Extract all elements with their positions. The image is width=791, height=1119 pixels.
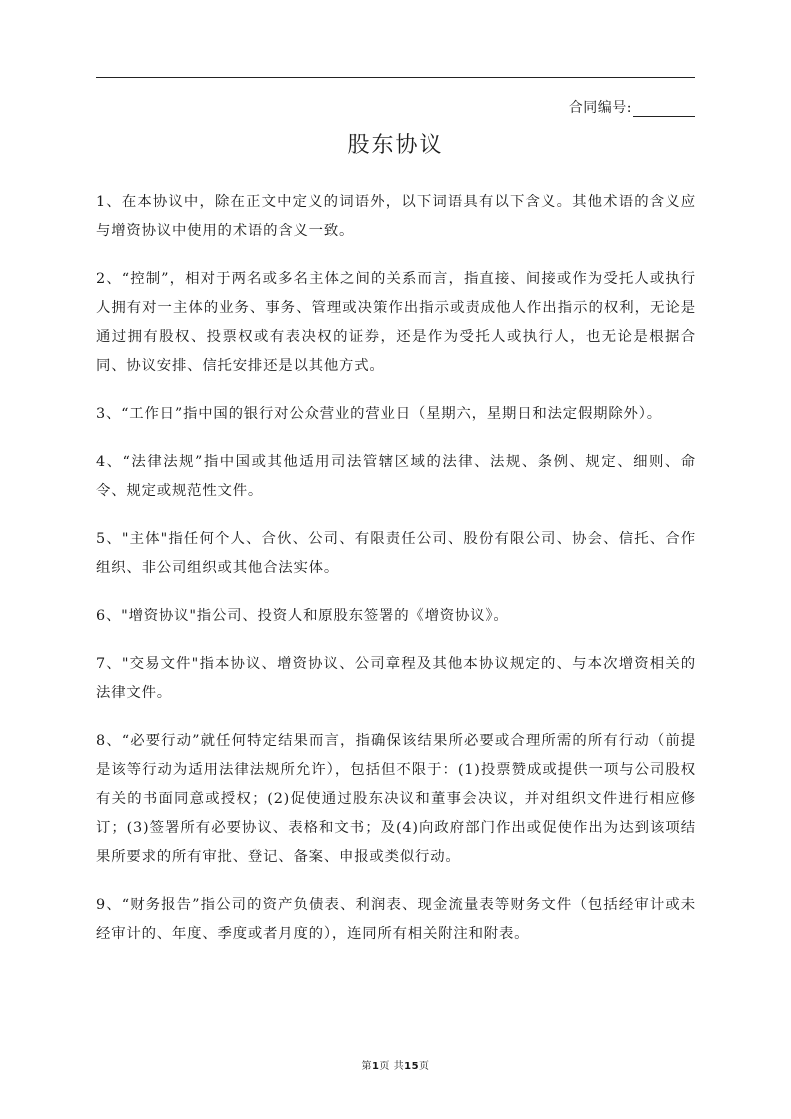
clause-8: 8、“必要行动”就任何特定结果而言，指确保该结果所必要或合理所需的所有行动（前提是该等行动为适用法律法规所允许），包括但不限于：(1)投票赞成或提供一项与公司股权有关的书面同意或授权；(2)促使通过股东决议和董事会决议，并对组织文件进行相应修订；(3)签署所有必要协议、表格和文书；及(4)向政府部门作出或促使作出为达到该项结果所要求的所有审批、登记、备案、申报或类似行动。 — [96, 733, 696, 865]
header-rule — [96, 77, 695, 78]
clause-4: 4、“法律法规”指中国或其他适用司法管辖区域的法律、法规、条例、规定、细则、命令、规定或规范性文件。 — [96, 454, 696, 499]
page-suffix: 页 — [419, 1061, 430, 1072]
clause-2: 2、“控制”，相对于两名或多名主体之间的关系而言，指直接、间接或作为受托人或执行人拥有对一主体的业务、事务、管理或决策作出指示或责成他人作出指示的权利，无论是通过拥有股权、投票权或有表决权的证券，还是作为受托人或执行人，也无论是根据合同、协议安排、信托安排还是以其他方式。 — [96, 271, 696, 374]
page-footer — [0, 1057, 791, 1072]
clause-3: 3、“工作日”指中国的银行对公众营业的营业日（星期六，星期日和法定假期除外）。 — [96, 406, 662, 422]
contract-number-label: 合同编号: — [568, 100, 632, 116]
contract-number — [569, 97, 695, 117]
page-prefix: 第 — [361, 1061, 372, 1072]
contract-number-blank — [633, 102, 695, 117]
clause-1: 1、在本协议中，除在正文中定义的词语外，以下词语具有以下含义。其他术语的含义应与增资协议中使用的术语的含义一致。 — [96, 194, 696, 239]
document-body — [96, 188, 696, 968]
clause-6: 6、"增资协议"指公司、投资人和原股东签署的《增资协议》。 — [96, 608, 509, 624]
page-total: 15 — [404, 1061, 420, 1072]
clause-5: 5、"主体"指任何个人、合伙、公司、有限责任公司、股份有限公司、协会、信托、合作组织、非公司组织或其他合法实体。 — [96, 531, 696, 576]
clause-7: 7、"交易文件"指本协议、增资协议、公司章程及其他本协议规定的、与本次增资相关的法律文件。 — [96, 656, 696, 701]
page-current: 1 — [371, 1061, 380, 1072]
page-mid: 页 共 — [379, 1061, 405, 1072]
clause-9: 9、“财务报告”指公司的资产负债表、利润表、现金流量表等财务文件（包括经审计或未经审计的、年度、季度或者月度的），连同所有相关附注和附表。 — [96, 897, 696, 942]
document-title: 股东协议 — [347, 133, 444, 158]
